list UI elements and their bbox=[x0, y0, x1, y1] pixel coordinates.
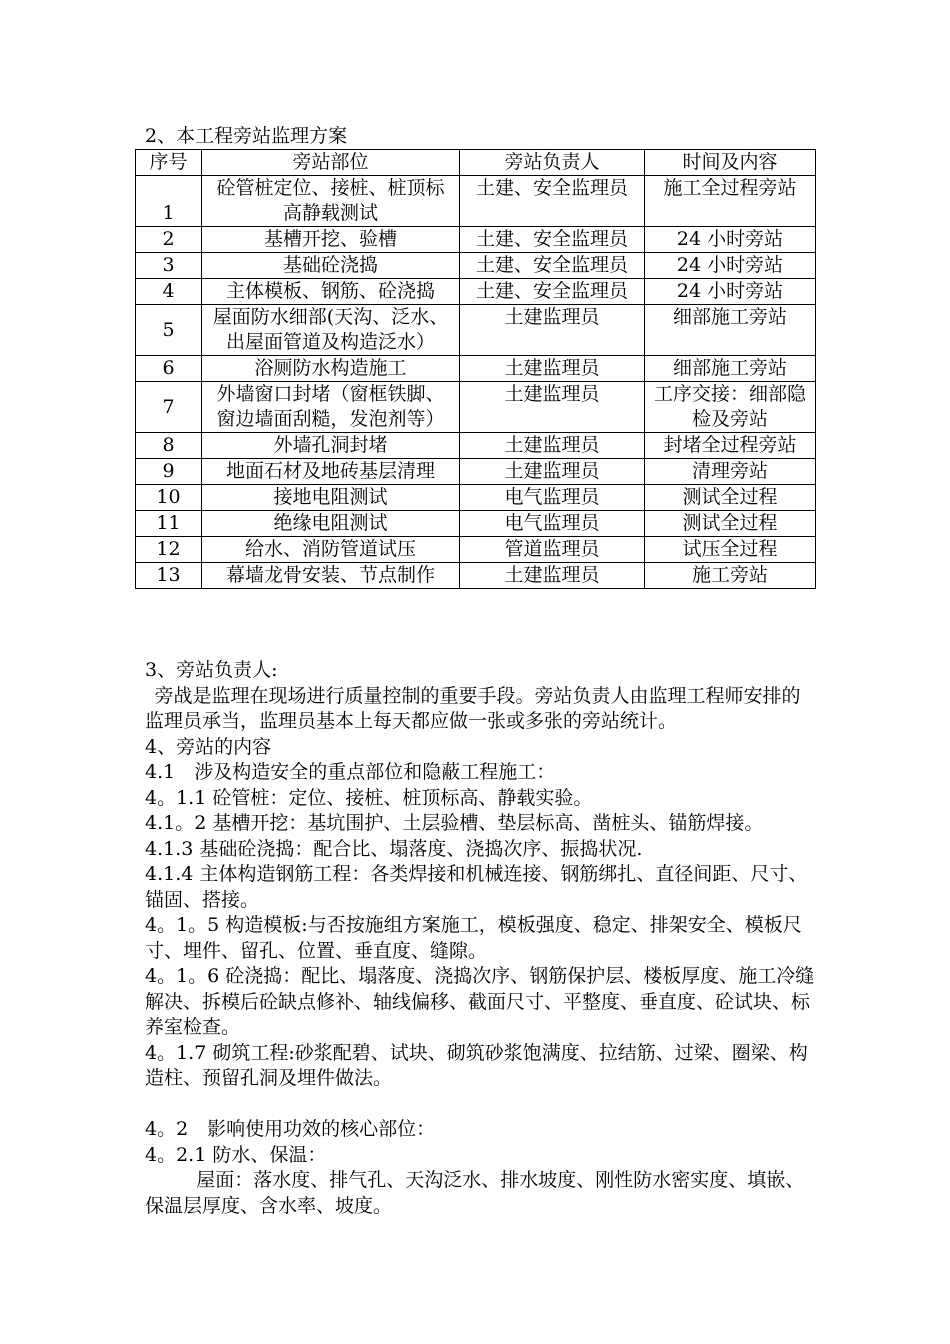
cell-time-content: 工序交接：细部隐检及旁站 bbox=[645, 382, 816, 433]
table-row bbox=[136, 485, 816, 511]
cell-index: 2 bbox=[136, 227, 202, 253]
table-row bbox=[136, 227, 816, 253]
blank-line bbox=[145, 1092, 815, 1118]
header-location: 旁站部位 bbox=[202, 150, 460, 176]
cell-time-content: 试压全过程 bbox=[645, 537, 816, 563]
cell-time-content: 细部施工旁站 bbox=[645, 305, 816, 356]
cell-responsible: 电气监理员 bbox=[460, 511, 645, 537]
cell-responsible: 土建、安全监理员 bbox=[460, 176, 645, 227]
cell-location: 外墙窗口封堵（窗框铁脚、窗边墙面刮糙，发泡剂等） bbox=[202, 382, 460, 433]
cell-location: 绝缘电阻测试 bbox=[202, 511, 460, 537]
cell-responsible: 土建监理员 bbox=[460, 305, 645, 356]
cell-responsible: 土建监理员 bbox=[460, 459, 645, 485]
cell-responsible: 土建监理员 bbox=[460, 356, 645, 382]
item-4-1-6: 4。1。6 砼浇捣：配比、塌落度、浇捣次序、钢筋保护层、楼板厚度、施工冷缝解决、拆模后砼缺点修补、轴线偏移、截面尺寸、平整度、垂直度、砼试块、标养室检查。 bbox=[145, 965, 815, 1038]
table-row bbox=[136, 176, 816, 227]
header-time-content: 时间及内容 bbox=[645, 150, 816, 176]
cell-responsible: 土建、安全监理员 bbox=[460, 227, 645, 253]
monitoring-plan-table bbox=[135, 149, 816, 589]
cell-responsible: 土建、安全监理员 bbox=[460, 253, 645, 279]
cell-index: 8 bbox=[136, 433, 202, 459]
cell-time-content: 施工全过程旁站 bbox=[645, 176, 816, 227]
item-4-1-3: 4.1.3 基础砼浇捣：配合比、塌落度、浇捣次序、振捣状况. bbox=[145, 837, 643, 860]
section-3-heading: 3、旁站负责人: bbox=[145, 659, 278, 681]
item-4-2-1-roof: 屋面：落水度、排气孔、天沟泛水、排水坡度、刚性防水密实度、填嵌、保温层厚度、含水率、坡度。 bbox=[145, 1169, 805, 1217]
table-row bbox=[136, 382, 816, 433]
section-3-paragraph: 旁战是监理在现场进行质量控制的重要手段。旁站负责人由监理工程师安排的监理员承当，监理员基本上每天都应做一张或多张的旁站统计。 bbox=[145, 684, 801, 732]
cell-responsible: 土建监理员 bbox=[460, 433, 645, 459]
cell-location: 浴厕防水构造施工 bbox=[202, 356, 460, 382]
cell-index: 3 bbox=[136, 253, 202, 279]
cell-index: 1 bbox=[136, 176, 202, 227]
table-row bbox=[136, 433, 816, 459]
cell-time-content: 24 小时旁站 bbox=[645, 253, 816, 279]
cell-index: 5 bbox=[136, 305, 202, 356]
cell-time-content: 清理旁站 bbox=[645, 459, 816, 485]
table-row bbox=[136, 356, 816, 382]
table-row bbox=[136, 563, 816, 589]
cell-location: 地面石材及地砖基层清理 bbox=[202, 459, 460, 485]
cell-index: 13 bbox=[136, 563, 202, 589]
cell-time-content: 24 小时旁站 bbox=[645, 279, 816, 305]
cell-responsible: 电气监理员 bbox=[460, 485, 645, 511]
cell-responsible: 土建监理员 bbox=[460, 382, 645, 433]
cell-index: 4 bbox=[136, 279, 202, 305]
table-row bbox=[136, 511, 816, 537]
section-4-2-heading: 4。2 影响使用功效的核心部位： bbox=[145, 1118, 436, 1140]
cell-location: 主体模板、钢筋、砼浇捣 bbox=[202, 279, 460, 305]
item-4-1-7: 4。1.7 砌筑工程:砂浆配碧、试块、砌筑砂浆饱满度、拉结筋、过梁、圈梁、构造柱、预留孔洞及埋件做法。 bbox=[145, 1041, 808, 1089]
cell-location: 幕墙龙骨安装、节点制作 bbox=[202, 563, 460, 589]
cell-index: 6 bbox=[136, 356, 202, 382]
cell-location: 屋面防水细部(天沟、泛水、出屋面管道及构造泛水） bbox=[202, 305, 460, 356]
cell-location: 给水、消防管道试压 bbox=[202, 537, 460, 563]
cell-index: 9 bbox=[136, 459, 202, 485]
cell-time-content: 施工旁站 bbox=[645, 563, 816, 589]
cell-location: 接地电阻测试 bbox=[202, 485, 460, 511]
item-4-1-5: 4。1。5 构造模板:与否按施组方案施工，模板强度、稳定、排架安全、模板尺寸、埋件、留孔、位置、垂直度、缝隙。 bbox=[145, 914, 802, 962]
item-4-1-4: 4.1.4 主体构造钢筋工程：各类焊接和机械连接、钢筋绑扎、直径间距、尺寸、锚固、搭接。 bbox=[145, 863, 808, 911]
item-4-1-1: 4。1.1 砼管桩：定位、接桩、桩顶标高、静载实验。 bbox=[145, 786, 593, 809]
table-row bbox=[136, 305, 816, 356]
table-row bbox=[136, 459, 816, 485]
document-body bbox=[145, 658, 815, 1219]
table-row bbox=[136, 537, 816, 563]
cell-location: 外墙孔洞封堵 bbox=[202, 433, 460, 459]
cell-time-content: 细部施工旁站 bbox=[645, 356, 816, 382]
cell-responsible: 管道监理员 bbox=[460, 537, 645, 563]
cell-index: 11 bbox=[136, 511, 202, 537]
cell-location: 基槽开挖、验槽 bbox=[202, 227, 460, 253]
table-header-row bbox=[136, 150, 816, 176]
section-4-heading: 4、旁站的内容 bbox=[145, 735, 272, 758]
cell-time-content: 测试全过程 bbox=[645, 485, 816, 511]
cell-time-content: 封堵全过程旁站 bbox=[645, 433, 816, 459]
cell-responsible: 土建、安全监理员 bbox=[460, 279, 645, 305]
table-row bbox=[136, 253, 816, 279]
cell-location: 基础砼浇捣 bbox=[202, 253, 460, 279]
cell-time-content: 24 小时旁站 bbox=[645, 227, 816, 253]
table-row bbox=[136, 279, 816, 305]
item-4-1-2: 4.1。2 基槽开挖：基坑围护、土层验槽、垫层标高、凿桩头、锚筋焊接。 bbox=[145, 812, 764, 834]
cell-time-content: 测试全过程 bbox=[645, 511, 816, 537]
cell-index: 12 bbox=[136, 537, 202, 563]
cell-responsible: 土建监理员 bbox=[460, 563, 645, 589]
item-4-2-1: 4。2.1 防水、保温： bbox=[145, 1143, 327, 1166]
cell-index: 10 bbox=[136, 485, 202, 511]
section-4-1-heading: 4.1 涉及构造安全的重点部位和隐蔽工程施工： bbox=[145, 761, 556, 783]
section-2-heading: 2、本工程旁站监理方案 bbox=[145, 125, 348, 147]
cell-location: 砼管桩定位、接桩、桩顶标高静载测试 bbox=[202, 176, 460, 227]
header-index: 序号 bbox=[136, 150, 202, 176]
header-responsible: 旁站负责人 bbox=[460, 150, 645, 176]
cell-index: 7 bbox=[136, 382, 202, 433]
